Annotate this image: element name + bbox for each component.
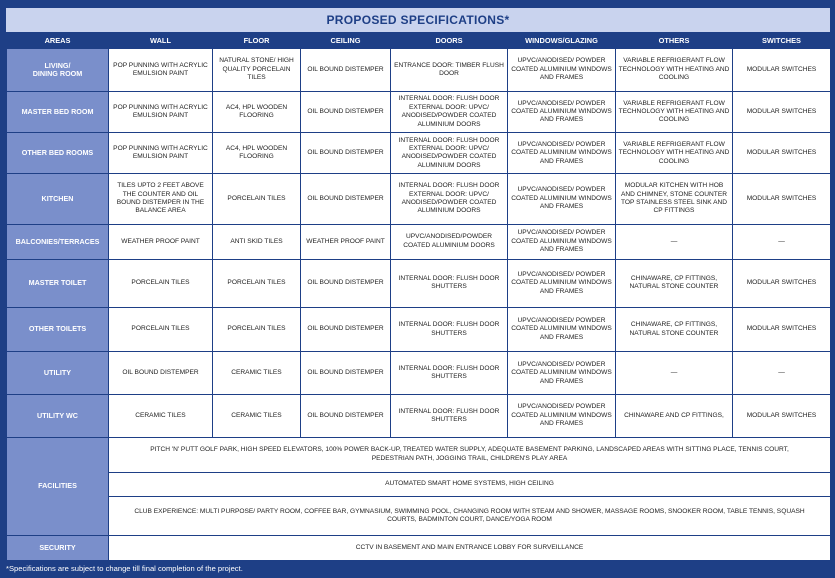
header-floor: FLOOR (213, 35, 301, 49)
table-cell: TILES UPTO 2 FEET ABOVE THE COUNTER AND OIL BOUND DISTEMPER IN THE BALANCE AREA (109, 174, 213, 224)
table-cell: INTERNAL DOOR: FLUSH DOOR SHUTTERS (391, 352, 508, 395)
header-wall: WALL (109, 35, 213, 49)
table-row (7, 49, 831, 92)
table-row (7, 259, 831, 307)
table-row (7, 224, 831, 259)
facilities-row (7, 437, 831, 472)
table-cell: INTERNAL DOOR: FLUSH DOOR EXTERNAL DOOR: UPVC/ ANODISED/POWDER COATED ALUMINIUM DOORS (391, 92, 508, 133)
table-cell: UPVC/ANODISED/ POWDER COATED ALUMINIUM WINDOWS AND FRAMES (508, 92, 616, 133)
table-cell: CERAMIC TILES (213, 395, 301, 437)
table-cell: OIL BOUND DISTEMPER (109, 352, 213, 395)
table-cell: CHINAWARE AND CP FITTINGS, (616, 395, 733, 437)
table-row (7, 133, 831, 174)
table-cell: PORCELAIN TILES (213, 308, 301, 352)
table-cell: PORCELAIN TILES (109, 259, 213, 307)
specifications-sheet (6, 8, 830, 561)
table-cell: INTERNAL DOOR: FLUSH DOOR SHUTTERS (391, 395, 508, 437)
area-label: KITCHEN (7, 174, 109, 224)
table-cell: UPVC/ANODISED/ POWDER COATED ALUMINIUM WINDOWS AND FRAMES (508, 352, 616, 395)
table-cell: CERAMIC TILES (109, 395, 213, 437)
area-label: MASTER BED ROOM (7, 92, 109, 133)
table-cell: AC4, HPL WOODEN FLOORING (213, 133, 301, 174)
table-cell: NATURAL STONE/ HIGH QUALITY PORCELAIN TILES (213, 49, 301, 92)
table-row (7, 92, 831, 133)
specifications-table (6, 34, 831, 561)
table-cell: UPVC/ANODISED/ POWDER COATED ALUMINIUM WINDOWS AND FRAMES (508, 259, 616, 307)
table-cell: POP PUNNING WITH ACRYLIC EMULSION PAINT (109, 92, 213, 133)
header-ceiling: CEILING (301, 35, 391, 49)
table-cell: MODULAR SWITCHES (733, 308, 831, 352)
table-cell: MODULAR SWITCHES (733, 174, 831, 224)
table-cell: VARIABLE REFRIGERANT FLOW TECHNOLOGY WITH HEATING AND COOLING (616, 49, 733, 92)
area-label: BALCONIES/TERRACES (7, 224, 109, 259)
area-label: LIVING/ DINING ROOM (7, 49, 109, 92)
table-cell: PORCELAIN TILES (109, 308, 213, 352)
table-cell: VARIABLE REFRIGERANT FLOW TECHNOLOGY WITH HEATING AND COOLING (616, 133, 733, 174)
table-cell: ANTI SKID TILES (213, 224, 301, 259)
table-cell: UPVC/ANODISED/ POWDER COATED ALUMINIUM WINDOWS AND FRAMES (508, 133, 616, 174)
table-cell: ENTRANCE DOOR: TIMBER FLUSH DOOR (391, 49, 508, 92)
area-label: UTILITY (7, 352, 109, 395)
table-cell: OIL BOUND DISTEMPER (301, 133, 391, 174)
header-areas: AREAS (7, 35, 109, 49)
table-cell: MODULAR KITCHEN WITH HOB AND CHIMNEY, STONE COUNTER TOP STAINLESS STEEL SINK AND CP FITTINGS (616, 174, 733, 224)
header-windows-glazing: WINDOWS/GLAZING (508, 35, 616, 49)
table-cell: MODULAR SWITCHES (733, 92, 831, 133)
table-cell: MODULAR SWITCHES (733, 49, 831, 92)
table-cell: OIL BOUND DISTEMPER (301, 174, 391, 224)
facilities-row (7, 472, 831, 497)
security-row (7, 536, 831, 561)
table-cell: OIL BOUND DISTEMPER (301, 352, 391, 395)
table-cell: — (733, 352, 831, 395)
table-cell: POP PUNNING WITH ACRYLIC EMULSION PAINT (109, 133, 213, 174)
table-cell: WEATHER PROOF PAINT (109, 224, 213, 259)
table-cell: UPVC/ANODISED/ POWDER COATED ALUMINIUM WINDOWS AND FRAMES (508, 174, 616, 224)
table-row (7, 308, 831, 352)
area-label: OTHER TOILETS (7, 308, 109, 352)
area-label: OTHER BED ROOMS (7, 133, 109, 174)
table-cell: AC4, HPL WOODEN FLOORING (213, 92, 301, 133)
table-cell: PORCELAIN TILES (213, 174, 301, 224)
security-text: CCTV IN BASEMENT AND MAIN ENTRANCE LOBBY FOR SURVEILLANCE (109, 536, 831, 561)
table-cell: INTERNAL DOOR: FLUSH DOOR SHUTTERS (391, 308, 508, 352)
facilities-label: FACILITIES (7, 437, 109, 536)
table-cell: OIL BOUND DISTEMPER (301, 308, 391, 352)
facilities-line: AUTOMATED SMART HOME SYSTEMS, HIGH CEILING (109, 472, 831, 497)
footnote: *Specifications are subject to change till final completion of the project. (6, 564, 243, 573)
page-title: PROPOSED SPECIFICATIONS* (6, 8, 830, 34)
security-label: SECURITY (7, 536, 109, 561)
table-row (7, 352, 831, 395)
table-cell: OIL BOUND DISTEMPER (301, 49, 391, 92)
table-cell: UPVC/ANODISED/ POWDER COATED ALUMINIUM WINDOWS AND FRAMES (508, 224, 616, 259)
table-cell: UPVC/ANODISED/ POWDER COATED ALUMINIUM WINDOWS AND FRAMES (508, 395, 616, 437)
table-cell: CERAMIC TILES (213, 352, 301, 395)
table-cell: PORCELAIN TILES (213, 259, 301, 307)
table-cell: — (616, 224, 733, 259)
header-doors: DOORS (391, 35, 508, 49)
table-cell: — (616, 352, 733, 395)
table-cell: MODULAR SWITCHES (733, 395, 831, 437)
table-cell: MODULAR SWITCHES (733, 259, 831, 307)
table-row (7, 395, 831, 437)
table-cell: VARIABLE REFRIGERANT FLOW TECHNOLOGY WITH HEATING AND COOLING (616, 92, 733, 133)
table-cell: OIL BOUND DISTEMPER (301, 92, 391, 133)
table-cell: INTERNAL DOOR: FLUSH DOOR SHUTTERS (391, 259, 508, 307)
table-cell: OIL BOUND DISTEMPER (301, 395, 391, 437)
area-label: MASTER TOILET (7, 259, 109, 307)
facilities-row (7, 497, 831, 536)
header-row (7, 35, 831, 49)
header-others: OTHERS (616, 35, 733, 49)
facilities-line: CLUB EXPERIENCE: MULTI PURPOSE/ PARTY ROOM, COFFEE BAR, GYMNASIUM, SWIMMING POOL, CHANGING ROOM WITH STEAM AND SHOWER, MASSAGE ROOMS, SNOOKER ROOM, TABLE TENNIS, SQUASH COURTS, BADMINTON COURT, DANCE/YOGA ROOM (109, 497, 831, 536)
table-cell: CHINAWARE, CP FITTINGS, NATURAL STONE COUNTER (616, 259, 733, 307)
table-cell: UPVC/ANODISED/POWDER COATED ALUMINIUM DOORS (391, 224, 508, 259)
table-cell: OIL BOUND DISTEMPER (301, 259, 391, 307)
header-switches: SWITCHES (733, 35, 831, 49)
table-cell: — (733, 224, 831, 259)
table-cell: MODULAR SWITCHES (733, 133, 831, 174)
table-cell: UPVC/ANODISED/ POWDER COATED ALUMINIUM WINDOWS AND FRAMES (508, 49, 616, 92)
area-label: UTILITY WC (7, 395, 109, 437)
table-cell: UPVC/ANODISED/ POWDER COATED ALUMINIUM WINDOWS AND FRAMES (508, 308, 616, 352)
table-cell: INTERNAL DOOR: FLUSH DOOR EXTERNAL DOOR: UPVC/ ANODISED/POWDER COATED ALUMINIUM DOORS (391, 133, 508, 174)
table-cell: WEATHER PROOF PAINT (301, 224, 391, 259)
facilities-line: PITCH 'N' PUTT GOLF PARK, HIGH SPEED ELEVATORS, 100% POWER BACK-UP, TREATED WATER SUPPLY, ADEQUATE BASEMENT PARKING, LANDSCAPED AREAS WITH SITTING PLACE, TENNIS COURT, PEDESTRIAN PATH, JOGGING TRAIL, CHILDREN'S PLAY AREA (109, 437, 831, 472)
table-row (7, 174, 831, 224)
table-cell: INTERNAL DOOR: FLUSH DOOR EXTERNAL DOOR: UPVC/ ANODISED/POWDER COATED ALUMINIUM DOORS (391, 174, 508, 224)
table-cell: POP PUNNING WITH ACRYLIC EMULSION PAINT (109, 49, 213, 92)
table-cell: CHINAWARE, CP FITTINGS, NATURAL STONE COUNTER (616, 308, 733, 352)
